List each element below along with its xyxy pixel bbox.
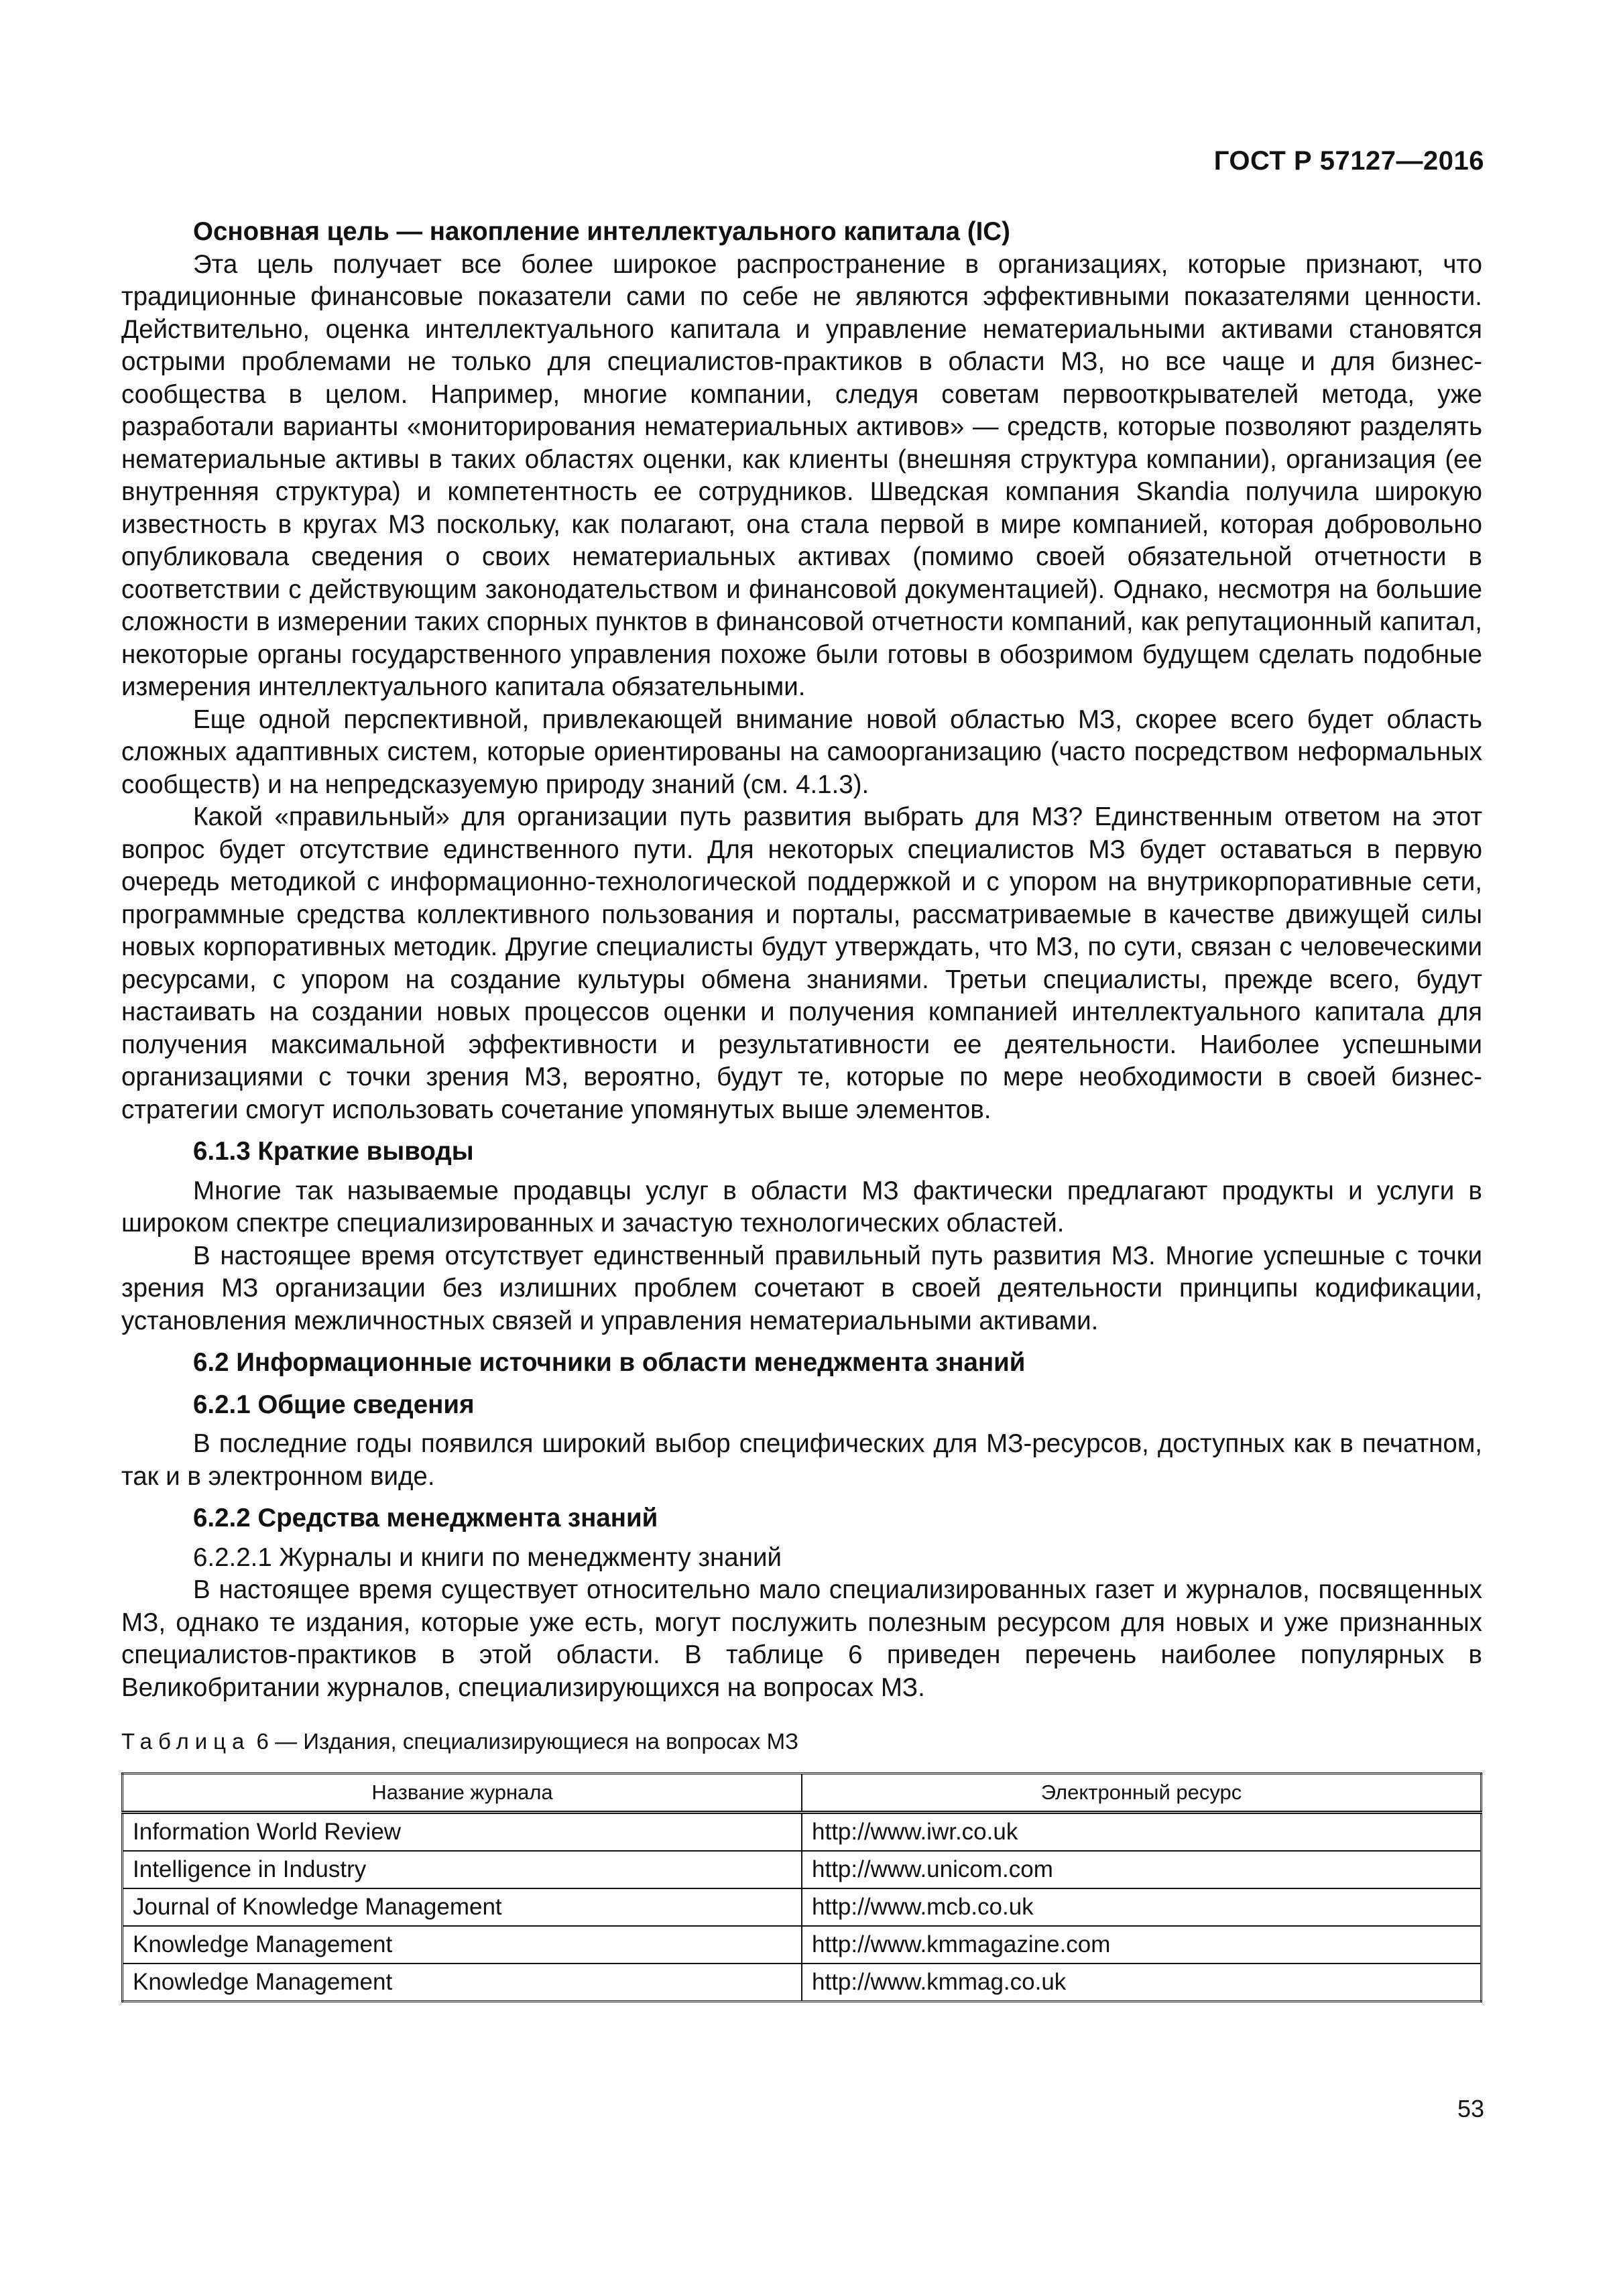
paragraph: В настоящее время существует относительно мало специализированных газет и журналов, посвященных МЗ, однако те издания, которые уже есть, могут послужить полезным ресурсом для новых и уже признанных специалистов-практиков в этой области. В таблице 6 приведен перечень наиболее популярных в Великобритании журналов, специализирующихся на вопросах МЗ. (121, 1575, 1482, 1702)
table-row (123, 1926, 1482, 1963)
table-row (123, 1888, 1482, 1926)
paragraph: Эта цель получает все более широкое распространение в организациях, которые признают, что традиционные финансовые показатели сами по себе не являются эффективными показателями ценности. Действительно, оценка интеллектуального капитала и управление нематериальными активами становятся острыми проблемами не только для специалистов-практиков в области МЗ, но все чаще и для бизнес-сообщества в целом. Например, многие компании, следуя советам первооткрывателей метода, уже разработали варианты «мониторирования нематериальных активов» — средств, которые позволяют разделять нематериальные активы в таких областях оценки, как клиенты (внешняя структура компании), организация (ее внутренняя структура) и компетентность ее сотрудников. Шведская компания Skandia получила широкую известность в кругах МЗ поскольку, как полагают, она стала первой в мире компанией, которая добровольно опубликовала сведения о своих нематериальных активах (помимо своей обязательной отчетности в соответствии с действующим законодательством и финансовой документацией). Однако, несмотря на большие сложности в измерении таких спорных пунктов в финансовой отчетности компаний, как репутационный капитал, некоторые органы государственного управления похоже были готовы в обозримом будущем сделать подобные измерения интеллектуального капитала обязательными. (121, 249, 1482, 701)
journal-url: http://www.kmmag.co.uk (802, 1963, 1482, 2002)
section-heading-ic: Основная цель — накопление интеллектуального капитала (IC) (193, 217, 1010, 246)
table-header-row (123, 1774, 1482, 1813)
journal-name: Intelligence in Industry (123, 1851, 802, 1888)
paragraph: Какой «правильный» для организации путь развития выбрать для МЗ? Единственным ответом на этот вопрос будет отсутствие единственного пути. Для некоторых специалистов МЗ будет оставаться в первую очередь методикой с информационно-технологической поддержкой и с упором на внутрикорпоративные сети, программные средства коллективного пользования и порталы, рассматриваемые в качестве движущей силы новых корпоративных методик. Другие специалисты будут утверждать, что МЗ, по сути, связан с человеческими ресурсами, с упором на создание культуры обмена знаниями. Третьи специалисты, прежде всего, будут настаивать на создании новых процессов оценки и получения компанией интеллектуального капитала для получения максимальной эффективности и результативности ее деятельности. Наиболее успешными организациями с точки зрения МЗ, вероятно, будут те, которые по мере необходимости в своей бизнес-стратегии смогут использовать сочетание упомянутых выше элементов. (121, 802, 1482, 1124)
journal-name: Knowledge Management (123, 1926, 802, 1963)
column-header-journal: Название журнала (123, 1774, 802, 1813)
subheading-6-2-2-1: 6.2.2.1 Журналы и книги по менеджменту знаний (193, 1543, 782, 1572)
journals-table (121, 1772, 1482, 2002)
paragraph: Еще одной перспективной, привлекающей внимание новой областью МЗ, скорее всего будет область сложных адаптивных систем, которые ориентированы на самоорганизацию (часто посредством неформальных сообществ) и на непредсказуемую природу знаний (см. 4.1.3). (121, 705, 1482, 799)
table-caption (121, 1727, 1482, 1756)
column-header-resource: Электронный ресурс (802, 1774, 1482, 1813)
paragraph: В последние годы появился широкий выбор специфических для МЗ-ресурсов, доступных как в печатном, так и в электронном виде. (121, 1429, 1482, 1491)
document-code: ГОСТ Р 57127—2016 (1213, 146, 1484, 176)
heading-6-1-3: 6.1.3 Краткие выводы (193, 1137, 474, 1166)
heading-6-2: 6.2 Информационные источники в области менеджмента знаний (193, 1348, 1026, 1377)
table-row (123, 1963, 1482, 2002)
table-caption-text: 6 — Издания, специализирующиеся на вопросах МЗ (250, 1729, 798, 1754)
journal-name: Journal of Knowledge Management (123, 1888, 802, 1926)
table-row (123, 1851, 1482, 1888)
table-caption-word: Таблица (121, 1729, 251, 1754)
journal-url: http://www.iwr.co.uk (802, 1813, 1482, 1852)
table-row (123, 1813, 1482, 1852)
page-number: 53 (1457, 2095, 1484, 2122)
journal-name: Information World Review (123, 1813, 802, 1852)
journal-name: Knowledge Management (123, 1963, 802, 2002)
heading-6-2-2: 6.2.2 Средства менеджмента знаний (193, 1504, 658, 1532)
page-content (121, 216, 1482, 2002)
paragraph: В настоящее время отсутствует единственный правильный путь развития МЗ. Многие успешные с точки зрения МЗ организации без излишних проблем сочетают в своей деятельности принципы кодификации, установления межличностных связей и управления нематериальными активами. (121, 1241, 1482, 1335)
journal-url: http://www.unicom.com (802, 1851, 1482, 1888)
journal-url: http://www.kmmagazine.com (802, 1926, 1482, 1963)
heading-6-2-1: 6.2.1 Общие сведения (193, 1390, 475, 1419)
paragraph: Многие так называемые продавцы услуг в области МЗ фактически предлагают продукты и услуги в широком спектре специализированных и зачастую технологических областей. (121, 1176, 1482, 1237)
journal-url: http://www.mcb.co.uk (802, 1888, 1482, 1926)
